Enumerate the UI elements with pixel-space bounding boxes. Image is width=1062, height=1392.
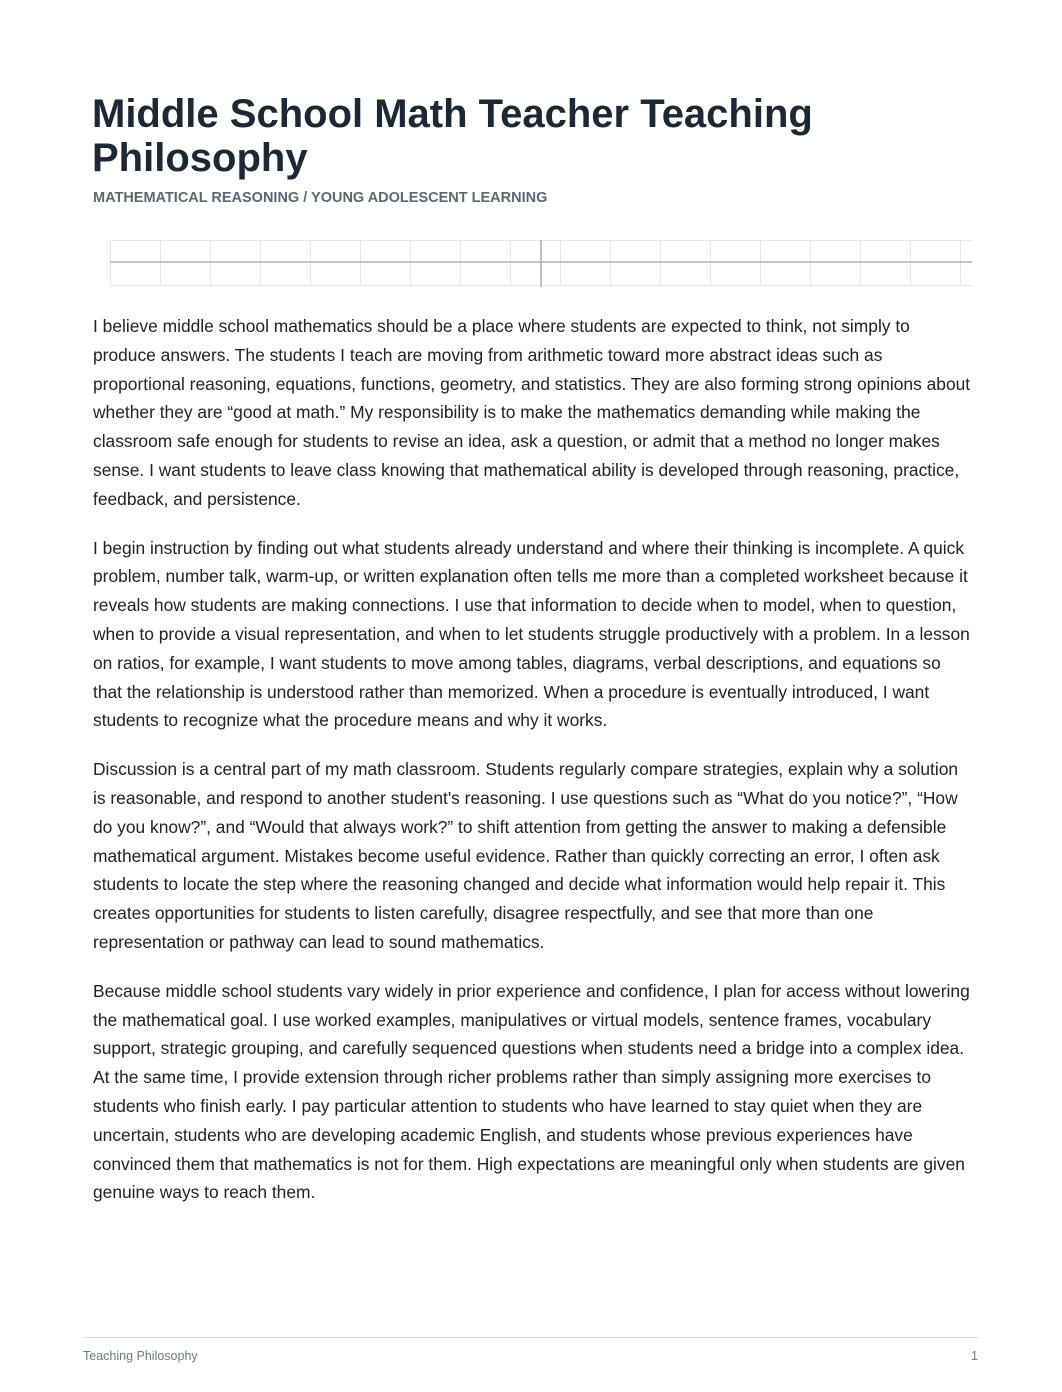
- decorative-grid-strip: [110, 240, 972, 287]
- paragraph-3: Discussion is a central part of my math classroom. Students regularly compare strategies, explain why a solution is reasonable, and respond to another student's reasoning. I use questions such as “What do you notice?”, “How do you know?”, and “Would that always work?” to shift attention from getting the answer to making a defensible mathematical argument. Mistakes become useful evidence. Rather than quickly correcting an error, I often ask students to locate the step where the reasoning changed and decide what information would help repair it. This creates opportunities for students to listen carefully, disagree respectfully, and see that more than one representation or pathway can lead to sound mathematics.: [93, 759, 959, 952]
- paragraph-2: I begin instruction by finding out what students already understand and where their thinking is incomplete. A quick problem, number talk, warm-up, or written explanation often tells me more than a completed worksheet because it reveals how students are making connections. I use that information to decide when to model, when to question, when to provide a visual representation, and when to let students struggle productively with a problem. In a lesson on ratios, for example, I want students to move among tables, diagrams, verbal descriptions, and equations so that the relationship is understood rather than memorized. When a procedure is eventually introduced, I want students to recognize what the procedure means and why it works.: [93, 537, 970, 731]
- paragraph-1: I believe middle school mathematics should be a place where students are expected to think, not simply to produce answers. The students I teach are moving from arithmetic toward more abstract ideas such as proportional reasoning, equations, functions, geometry, and statistics. They are also forming strong opinions about whether they are “good at math.” My responsibility is to make the mathematics demanding while making the classroom safe enough for students to revise an idea, ask a question, or admit that a method no longer makes sense. I want students to leave class knowing that mathematical ability is developed through reasoning, practice, feedback, and persistence.: [93, 316, 971, 509]
- footer-document-title: Teaching Philosophy: [83, 1349, 198, 1363]
- page-subtitle: MATHEMATICAL REASONING / YOUNG ADOLESCENT LEARNING: [93, 190, 548, 206]
- footer-divider: [83, 1337, 979, 1338]
- paragraph-4: Because middle school students vary widely in prior experience and confidence, I plan for access without lowering the mathematical goal. I use worked examples, manipulatives or virtual models, sentence frames, vocabulary support, strategic grouping, and carefully sequenced questions when students need a bridge into a complex idea. At the same time, I provide extension through richer problems rather than simply assigning more exercises to students who finish early. I pay particular attention to students who have learned to stay quiet when they are uncertain, students who are developing academic English, and students whose previous experiences have convinced them that mathematics is not for them. High expectations are meaningful only when students are given genuine ways to reach them.: [93, 980, 970, 1203]
- grid-vertical-lines: [111, 240, 961, 286]
- page-title: Middle School Math Teacher Teaching Philosophy: [92, 92, 813, 180]
- body-text: [93, 312, 973, 1227]
- page-number: 1: [971, 1349, 978, 1363]
